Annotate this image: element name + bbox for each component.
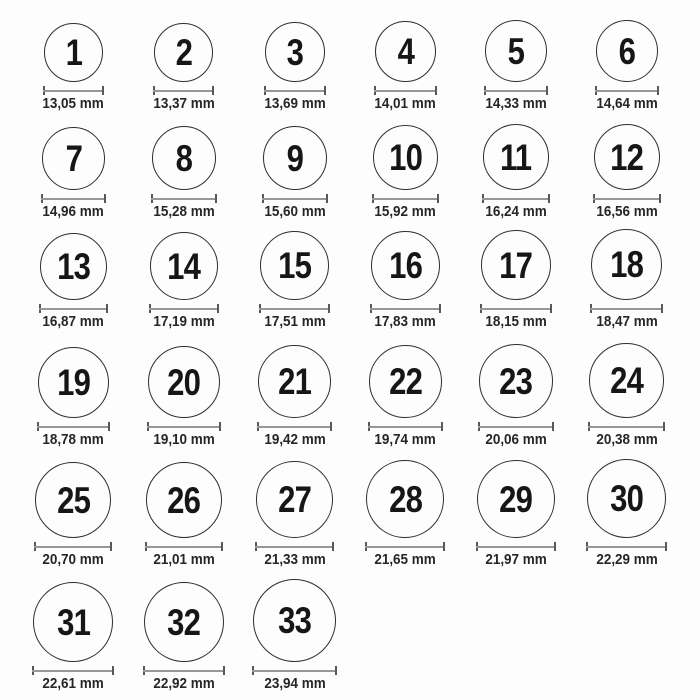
measure-line-icon — [255, 546, 334, 548]
diameter-label: 14,64 mm — [595, 96, 658, 112]
ring-size-number: 31 — [56, 601, 90, 643]
measure-line-icon — [252, 670, 337, 672]
measure-tick-right-icon — [108, 422, 110, 431]
diameter-label: 15,92 mm — [374, 204, 437, 220]
ring-size-number: 13 — [56, 246, 90, 287]
diameter-measure — [372, 194, 439, 203]
diameter-measure — [593, 194, 661, 203]
measure-line-icon — [595, 90, 659, 92]
measure-line-icon — [43, 90, 104, 92]
measure-tick-right-icon — [112, 666, 114, 675]
measure-line-icon — [478, 426, 554, 428]
measure-line-icon — [374, 90, 437, 92]
ring-size-cell — [18, 220, 129, 330]
ring-circle — [589, 343, 664, 418]
diameter-measure — [252, 666, 337, 675]
measure-tick-right-icon — [554, 542, 556, 551]
diameter-measure — [368, 422, 443, 431]
measure-line-icon — [588, 426, 665, 428]
measure-line-icon — [39, 308, 108, 310]
diameter-label: 20,06 mm — [485, 432, 547, 448]
measure-line-icon — [143, 670, 225, 672]
measure-line-icon — [372, 198, 439, 200]
ring-size-number: 1 — [65, 32, 82, 73]
ring-circle — [485, 20, 547, 82]
ring-circle — [479, 344, 553, 418]
ring-size-number: 26 — [167, 479, 201, 521]
ring-circle — [152, 126, 216, 190]
measure-tick-right-icon — [437, 194, 439, 203]
diameter-label: 22,92 mm — [153, 676, 215, 692]
ring-size-cell — [239, 0, 350, 112]
ring-circle — [477, 460, 555, 538]
measure-line-icon — [365, 546, 445, 548]
measure-line-icon — [151, 198, 217, 200]
diameter-measure — [476, 542, 556, 551]
ring-circle — [373, 125, 438, 190]
measure-tick-right-icon — [217, 304, 219, 313]
ring-size-cell — [461, 112, 572, 220]
ring-circle — [253, 579, 336, 662]
ring-size-cell — [129, 568, 240, 692]
diameter-label: 17,83 mm — [374, 314, 437, 330]
ring-size-number: 15 — [278, 245, 312, 286]
ring-circle — [366, 460, 444, 538]
diameter-measure — [255, 542, 334, 551]
measure-line-icon — [262, 198, 328, 200]
ring-circle — [256, 461, 333, 538]
diameter-label: 23,94 mm — [263, 676, 326, 692]
measure-line-icon — [370, 308, 441, 310]
diameter-label: 17,51 mm — [263, 314, 326, 330]
diameter-label: 14,01 mm — [374, 96, 437, 112]
chart-row — [18, 112, 682, 220]
ring-size-cell — [129, 112, 240, 220]
ring-circle — [587, 459, 666, 538]
ring-size-number: 30 — [610, 478, 644, 519]
ring-circle — [483, 124, 549, 190]
ring-circle — [371, 231, 440, 300]
diameter-measure — [370, 304, 441, 313]
measure-line-icon — [34, 546, 112, 548]
ring-size-number: 24 — [610, 360, 644, 401]
ring-size-cell — [350, 0, 461, 112]
diameter-measure — [480, 304, 552, 313]
diameter-label: 19,42 mm — [263, 432, 326, 448]
ring-size-cell — [239, 568, 350, 692]
measure-tick-right-icon — [439, 304, 441, 313]
measure-tick-right-icon — [657, 86, 659, 95]
ring-circle — [258, 345, 331, 418]
diameter-label: 18,78 mm — [42, 432, 105, 448]
diameter-label: 20,38 mm — [595, 432, 658, 448]
measure-tick-right-icon — [550, 304, 552, 313]
ring-size-cell — [461, 0, 572, 112]
diameter-label: 18,47 mm — [595, 314, 658, 330]
measure-tick-right-icon — [223, 666, 225, 675]
ring-size-number: 16 — [388, 245, 422, 286]
diameter-measure — [478, 422, 554, 431]
diameter-label: 13,37 mm — [153, 96, 215, 112]
ring-size-cell — [350, 220, 461, 330]
ring-size-number: 25 — [56, 479, 90, 521]
diameter-label: 21,65 mm — [374, 552, 437, 568]
ring-size-cell — [571, 220, 682, 330]
ring-size-cell — [571, 0, 682, 112]
measure-line-icon — [147, 426, 221, 428]
ring-size-cell — [571, 112, 682, 220]
ring-size-cell — [129, 220, 240, 330]
ring-circle — [591, 229, 662, 300]
diameter-measure — [365, 542, 445, 551]
measure-tick-right-icon — [110, 542, 112, 551]
ring-size-number: 14 — [167, 245, 201, 287]
ring-size-number: 9 — [286, 137, 303, 179]
measure-tick-right-icon — [102, 86, 104, 95]
ring-circle — [596, 20, 658, 82]
ring-size-number: 8 — [175, 137, 193, 179]
measure-tick-right-icon — [106, 304, 108, 313]
diameter-label: 21,01 mm — [153, 552, 215, 568]
measure-tick-right-icon — [104, 194, 106, 203]
ring-size-number: 6 — [618, 30, 635, 72]
ring-circle — [33, 582, 113, 662]
ring-circle — [42, 127, 105, 190]
diameter-label: 14,96 mm — [42, 204, 105, 220]
diameter-measure — [147, 422, 221, 431]
diameter-measure — [37, 422, 110, 431]
ring-size-number: 23 — [499, 360, 533, 402]
ring-size-number: 3 — [286, 31, 303, 73]
measure-line-icon — [32, 670, 114, 672]
ring-size-number: 5 — [507, 30, 525, 72]
diameter-measure — [595, 86, 659, 95]
chart-row — [18, 330, 682, 448]
diameter-measure — [259, 304, 330, 313]
measure-tick-right-icon — [215, 194, 217, 203]
measure-line-icon — [149, 308, 219, 310]
measure-line-icon — [153, 90, 214, 92]
ring-size-cell — [129, 448, 240, 568]
diameter-label: 15,28 mm — [153, 204, 215, 220]
ring-size-cell — [571, 330, 682, 448]
measure-tick-right-icon — [328, 304, 330, 313]
measure-line-icon — [37, 426, 110, 428]
ring-size-cell — [350, 448, 461, 568]
ring-size-number: 22 — [388, 361, 422, 402]
measure-tick-right-icon — [441, 422, 443, 431]
ring-size-number: 19 — [56, 362, 90, 403]
measure-tick-right-icon — [443, 542, 445, 551]
measure-line-icon — [480, 308, 552, 310]
ring-size-cell — [350, 112, 461, 220]
ring-size-cell — [18, 448, 129, 568]
measure-line-icon — [586, 546, 667, 548]
measure-line-icon — [145, 546, 223, 548]
measure-tick-right-icon — [665, 542, 667, 551]
measure-tick-right-icon — [221, 542, 223, 551]
measure-tick-right-icon — [661, 304, 663, 313]
ring-size-cell — [461, 330, 572, 448]
ring-size-cell — [571, 448, 682, 568]
diameter-measure — [32, 666, 114, 675]
ring-circle — [144, 582, 224, 662]
ring-circle — [40, 233, 107, 300]
ring-circle — [150, 232, 218, 300]
diameter-label: 19,74 mm — [374, 432, 437, 448]
diameter-label: 14,33 mm — [485, 96, 547, 112]
ring-circle — [38, 347, 109, 418]
measure-tick-right-icon — [548, 194, 550, 203]
measure-tick-right-icon — [435, 86, 437, 95]
ring-circle — [481, 230, 551, 300]
ring-size-cell — [239, 330, 350, 448]
ring-size-number: 2 — [175, 32, 193, 73]
ring-size-number: 21 — [278, 361, 312, 402]
ring-size-cell — [239, 112, 350, 220]
ring-size-cell — [350, 330, 461, 448]
ring-circle — [265, 22, 325, 82]
ring-size-number: 17 — [499, 244, 533, 286]
empty-cell — [461, 568, 572, 692]
diameter-label: 19,10 mm — [153, 432, 215, 448]
ring-size-cell — [129, 0, 240, 112]
measure-tick-right-icon — [552, 422, 554, 431]
ring-size-number: 20 — [167, 361, 201, 403]
chart-row — [18, 0, 682, 112]
measure-tick-right-icon — [546, 86, 548, 95]
measure-tick-right-icon — [663, 422, 665, 431]
diameter-label: 15,60 mm — [263, 204, 326, 220]
measure-tick-right-icon — [335, 666, 337, 675]
measure-tick-right-icon — [330, 422, 332, 431]
diameter-measure — [143, 666, 225, 675]
measure-line-icon — [593, 198, 661, 200]
measure-line-icon — [257, 426, 332, 428]
measure-tick-right-icon — [219, 422, 221, 431]
measure-line-icon — [482, 198, 550, 200]
ring-size-number: 11 — [500, 136, 532, 178]
ring-size-cell — [18, 568, 129, 692]
ring-size-number: 27 — [278, 479, 312, 520]
ring-size-number: 7 — [65, 138, 82, 179]
diameter-measure — [151, 194, 217, 203]
diameter-label: 22,61 mm — [42, 676, 105, 692]
measure-line-icon — [264, 90, 326, 92]
ring-circle — [260, 231, 329, 300]
ring-size-number: 18 — [610, 244, 644, 285]
ring-circle — [146, 462, 222, 538]
ring-size-number: 12 — [610, 136, 644, 178]
diameter-measure — [145, 542, 223, 551]
diameter-measure — [586, 542, 667, 551]
diameter-measure — [257, 422, 332, 431]
diameter-measure — [39, 304, 108, 313]
ring-size-cell — [239, 448, 350, 568]
ring-circle — [369, 345, 442, 418]
chart-row — [18, 220, 682, 330]
measure-tick-right-icon — [324, 86, 326, 95]
ring-size-cell — [461, 220, 572, 330]
diameter-label: 13,69 mm — [263, 96, 326, 112]
ring-circle — [148, 346, 220, 418]
ring-circle — [44, 23, 103, 82]
diameter-label: 13,05 mm — [42, 96, 105, 112]
diameter-label: 16,56 mm — [595, 204, 658, 220]
measure-line-icon — [41, 198, 106, 200]
measure-tick-right-icon — [212, 86, 214, 95]
diameter-measure — [590, 304, 663, 313]
measure-tick-right-icon — [326, 194, 328, 203]
chart-row — [18, 568, 682, 692]
diameter-measure — [374, 86, 437, 95]
ring-size-cell — [18, 0, 129, 112]
empty-cell — [350, 568, 461, 692]
ring-size-number: 29 — [499, 478, 533, 520]
ring-circle — [154, 23, 213, 82]
ring-size-number: 32 — [167, 601, 201, 643]
ring-size-cell — [461, 448, 572, 568]
ring-size-cell — [129, 330, 240, 448]
measure-line-icon — [590, 308, 663, 310]
diameter-label: 22,29 mm — [595, 552, 658, 568]
diameter-measure — [149, 304, 219, 313]
ring-size-cell — [239, 220, 350, 330]
measure-line-icon — [259, 308, 330, 310]
ring-size-number: 33 — [278, 600, 312, 641]
measure-line-icon — [368, 426, 443, 428]
diameter-measure — [41, 194, 106, 203]
ring-size-number: 4 — [397, 31, 414, 72]
ring-size-number: 10 — [388, 137, 422, 178]
diameter-label: 18,15 mm — [485, 314, 547, 330]
diameter-measure — [262, 194, 328, 203]
empty-cell — [571, 568, 682, 692]
ring-circle — [375, 21, 436, 82]
diameter-measure — [482, 194, 550, 203]
ring-circle — [35, 462, 111, 538]
ring-circle — [594, 124, 660, 190]
diameter-label: 20,70 mm — [42, 552, 105, 568]
ring-size-cell — [18, 112, 129, 220]
diameter-label: 16,24 mm — [485, 204, 547, 220]
chart-row — [18, 448, 682, 568]
diameter-measure — [43, 86, 104, 95]
ring-size-cell — [18, 330, 129, 448]
measure-line-icon — [476, 546, 556, 548]
measure-line-icon — [484, 90, 548, 92]
measure-tick-right-icon — [659, 194, 661, 203]
diameter-label: 21,97 mm — [485, 552, 547, 568]
diameter-measure — [153, 86, 214, 95]
diameter-measure — [264, 86, 326, 95]
diameter-measure — [588, 422, 665, 431]
ring-circle — [263, 126, 327, 190]
measure-tick-right-icon — [332, 542, 334, 551]
ring-size-number: 28 — [388, 478, 422, 520]
diameter-measure — [484, 86, 548, 95]
diameter-label: 17,19 mm — [153, 314, 215, 330]
diameter-label: 21,33 mm — [263, 552, 326, 568]
diameter-label: 16,87 mm — [42, 314, 105, 330]
diameter-measure — [34, 542, 112, 551]
